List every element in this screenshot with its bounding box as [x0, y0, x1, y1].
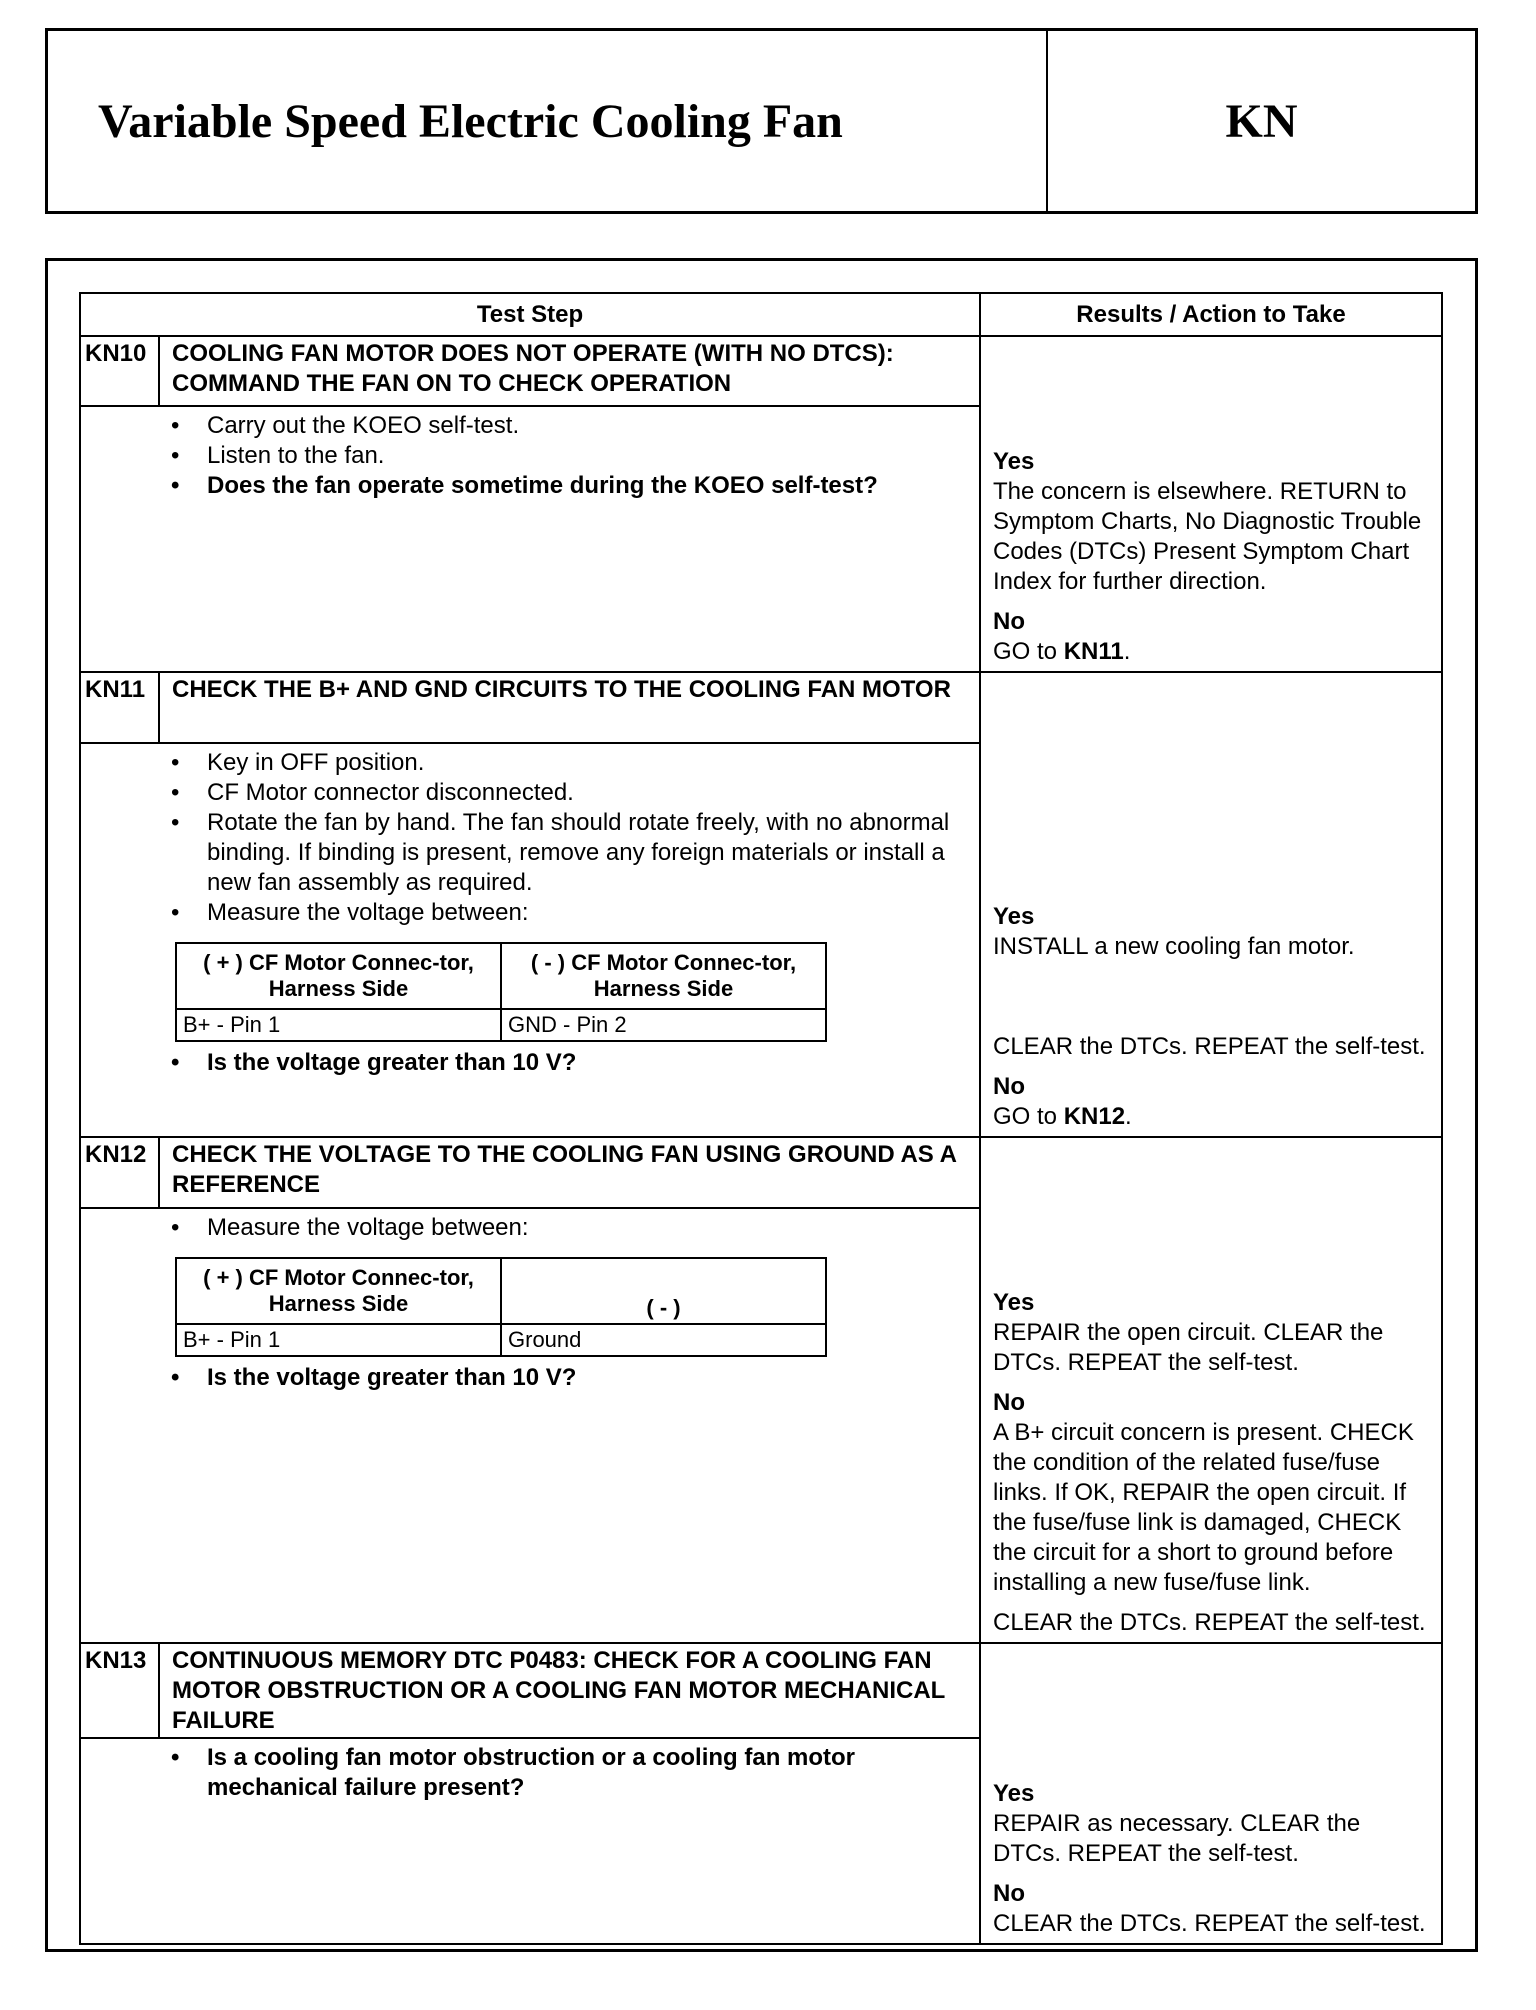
yes-action: REPAIR the open circuit. CLEAR the DTCs. REPEAT the self-test. [993, 1319, 1384, 1376]
yes-label: Yes [993, 1780, 1035, 1807]
step-title: CHECK THE B+ AND GND CIRCUITS TO THE COOLING FAN MOTOR [172, 676, 951, 703]
step-kn11 [81, 673, 1441, 1138]
step-kn12 [81, 1138, 1441, 1644]
measurement-table [175, 942, 827, 1042]
step-instructions [81, 1209, 979, 1642]
yes-label: Yes [993, 1289, 1035, 1316]
no-label: No [993, 608, 1025, 635]
yes-action-2: CLEAR the DTCs. REPEAT the self-test. [993, 1033, 1426, 1060]
no-action: CLEAR the DTCs. REPEAT the self-test. [993, 1910, 1426, 1937]
yes-label: Yes [993, 903, 1035, 930]
results [981, 337, 1441, 671]
results [981, 1644, 1441, 1943]
test-step-table [79, 292, 1443, 1945]
step-id: KN10 [81, 337, 160, 405]
question: • Is the voltage greater than 10 V? [171, 1048, 979, 1078]
step-instructions [81, 1739, 979, 1943]
col-test-step: Test Step [81, 294, 981, 335]
section-code: KN [1225, 94, 1298, 148]
cell: GND - Pin 2 [501, 1009, 826, 1041]
results [981, 673, 1441, 1136]
list-item: • Rotate the fan by hand. The fan should rotate freely, with no abnormal binding. If binding is present, remove any foreign materials or install a new fan assembly as required. [171, 808, 979, 898]
yes-label: Yes [993, 448, 1035, 475]
list-item: • Key in OFF position. [171, 748, 979, 778]
punct: . [1123, 638, 1131, 665]
step-instructions [81, 744, 979, 1136]
no-text: GO to [993, 638, 1064, 665]
results [981, 1138, 1441, 1642]
question: • Is the voltage greater than 10 V? [171, 1363, 979, 1393]
yes-action: INSTALL a new cooling fan motor. [993, 933, 1355, 960]
col-results: Results / Action to Take [1076, 300, 1346, 328]
col-positive: ( + ) CF Motor Connec-tor, Harness Side [176, 943, 501, 1009]
question: • Does the fan operate sometime during the KOEO self-test? [171, 471, 979, 501]
list-item: • Carry out the KOEO self-test. [171, 411, 979, 441]
step-link[interactable]: KN12 [1063, 1103, 1126, 1130]
no-action: A B+ circuit concern is present. CHECK the condition of the related fuse/fuse links. If OK, REPAIR the open circuit. If the fuse/fuse link is damaged, CHECK the circuit for a short to ground before installing a new fuse/fuse link. [993, 1419, 1414, 1596]
table-header [81, 294, 1441, 337]
no-action [993, 1102, 1431, 1132]
step-link[interactable]: KN11 [1063, 638, 1124, 665]
page-header [45, 28, 1478, 214]
yes-action: REPAIR as necessary. CLEAR the DTCs. REPEAT the self-test. [993, 1810, 1361, 1867]
no-text: GO to [993, 1103, 1064, 1130]
step-title: COOLING FAN MOTOR DOES NOT OPERATE (WITH NO DTCS): COMMAND THE FAN ON TO CHECK OPERATION [172, 340, 894, 397]
col-negative: ( - ) CF Motor Connec-tor, Harness Side [501, 943, 826, 1009]
cell: B+ - Pin 1 [176, 1324, 501, 1356]
cell: Ground [501, 1324, 826, 1356]
question: • Is a cooling fan motor obstruction or a cooling fan motor mechanical failure present? [171, 1743, 979, 1803]
measurement-table [175, 1257, 827, 1357]
no-label: No [993, 1389, 1025, 1416]
no-label: No [993, 1880, 1025, 1907]
yes-action: The concern is elsewhere. RETURN to Symptom Charts, No Diagnostic Trouble Codes (DTCs) Present Symptom Chart Index for further direction. [993, 478, 1422, 595]
no-action-2: CLEAR the DTCs. REPEAT the self-test. [993, 1609, 1426, 1636]
step-id: KN13 [81, 1644, 160, 1737]
list-item: • Listen to the fan. [171, 441, 979, 471]
no-action [993, 637, 1431, 667]
step-kn13 [81, 1644, 1441, 1943]
step-id: KN11 [81, 673, 160, 742]
col-positive: ( + ) CF Motor Connec-tor, Harness Side [176, 1258, 501, 1324]
no-label: No [993, 1073, 1025, 1100]
col-negative: ( - ) [501, 1258, 826, 1324]
step-title: CHECK THE VOLTAGE TO THE COOLING FAN USING GROUND AS A REFERENCE [172, 1141, 957, 1198]
step-instructions [81, 407, 979, 671]
list-item: • Measure the voltage between: [171, 898, 979, 928]
punct: . [1125, 1103, 1132, 1130]
step-kn10 [81, 337, 1441, 673]
list-item: • CF Motor connector disconnected. [171, 778, 979, 808]
page-title: Variable Speed Electric Cooling Fan [48, 31, 1048, 211]
step-title: CONTINUOUS MEMORY DTC P0483: CHECK FOR A COOLING FAN MOTOR OBSTRUCTION OR A COOLING FAN MOTOR MECHANICAL FAILURE [172, 1647, 945, 1734]
list-item: • Measure the voltage between: [171, 1213, 979, 1243]
step-id: KN12 [81, 1138, 160, 1207]
cell: B+ - Pin 1 [176, 1009, 501, 1041]
